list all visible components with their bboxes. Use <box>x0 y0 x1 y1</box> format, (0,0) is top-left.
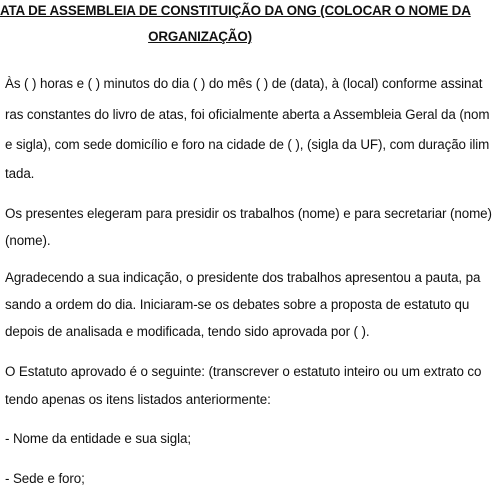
list-item: - Sede e foro; <box>5 471 85 486</box>
document-title-line-2: ORGANIZAÇÃO) <box>148 29 252 44</box>
paragraph-line: ras constantes do livro de atas, foi oficialmente aberta a Assembleia Geral da (nom <box>5 107 490 122</box>
paragraph-line: (nome). <box>5 233 51 248</box>
paragraph-line: Agradecendo a sua indicação, o presidente dos trabalhos apresentou a pauta, pa <box>5 270 481 285</box>
list-item: - Nome da entidade e sua sigla; <box>5 431 191 446</box>
paragraph-line: Os presentes elegeram para presidir os trabalhos (nome) e para secretariar (nome) <box>5 206 492 221</box>
paragraph-line: e sigla), com sede domicílio e foro na cidade de ( ), (sigla da UF), com duração ilim <box>5 137 490 152</box>
document-title-line-1: ATA DE ASSEMBLEIA DE CONSTITUIÇÃO DA ONG (COLOCAR O NOME DA <box>0 3 471 18</box>
paragraph-line: O Estatuto aprovado é o seguinte: (transcrever o estatuto inteiro ou um extrato co <box>5 364 482 379</box>
paragraph-line: Às ( ) horas e ( ) minutos do dia ( ) do mês ( ) de (data), à (local) conforme assinat <box>5 76 483 91</box>
paragraph-line: sando a ordem do dia. Iniciaram-se os debates sobre a proposta de estatuto qu <box>5 297 470 312</box>
paragraph-line: depois de analisada e modificada, tendo sido aprovada por ( ). <box>5 324 370 339</box>
paragraph-line: tada. <box>5 166 35 181</box>
paragraph-line: tendo apenas os itens listados anteriormente: <box>5 392 271 407</box>
